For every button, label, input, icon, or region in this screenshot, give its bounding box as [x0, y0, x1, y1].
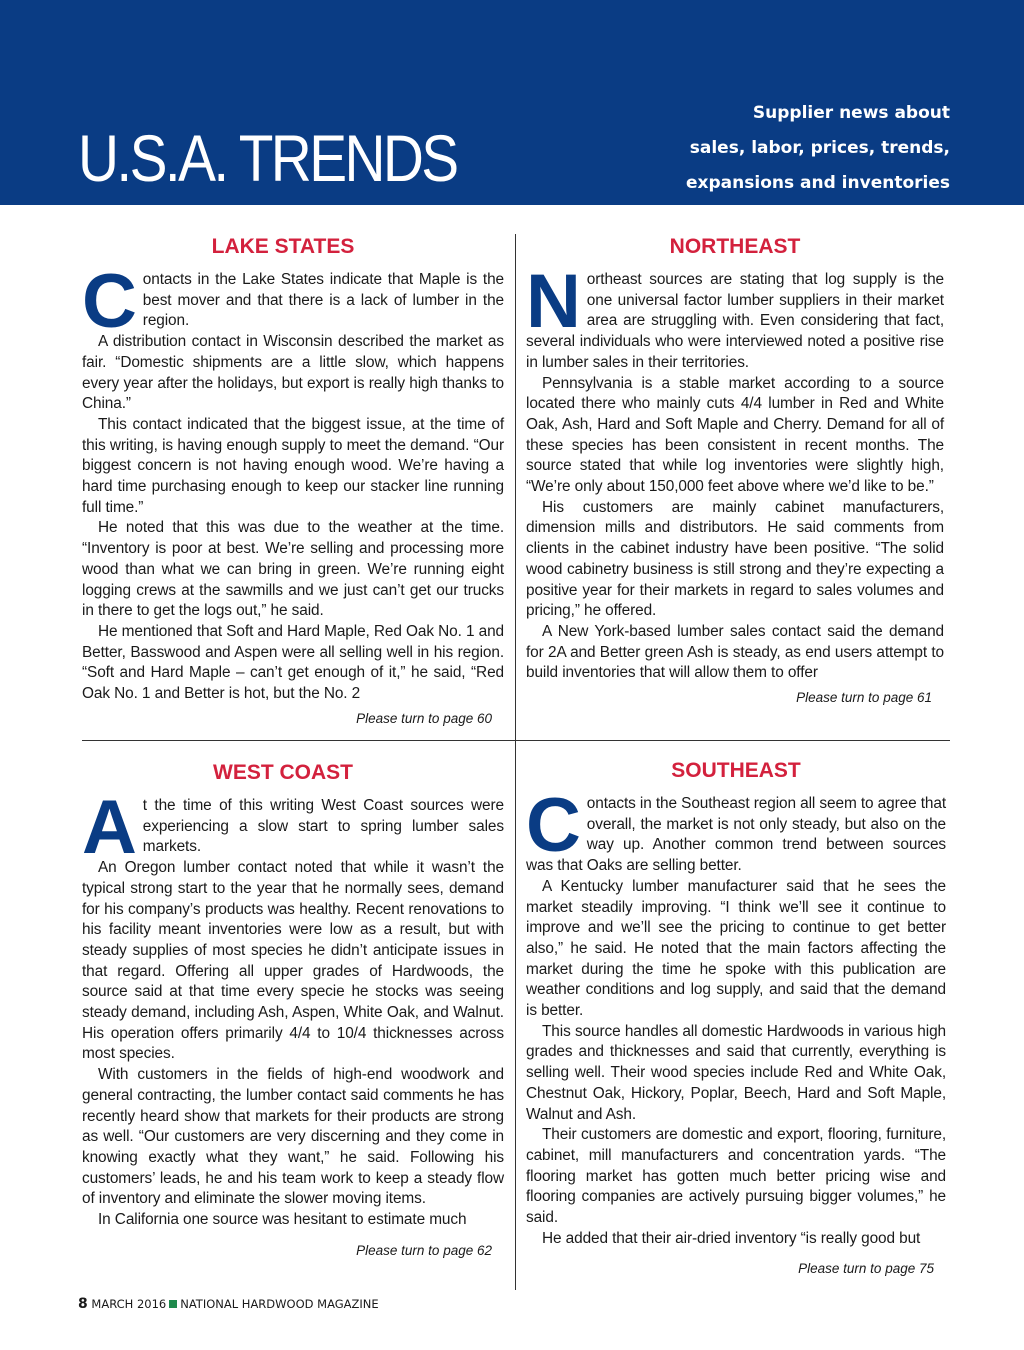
drop-cap: N	[526, 259, 581, 344]
header-banner	[0, 0, 1024, 205]
article-paragraph: At the time of this writing West Coast sources were experiencing a slow start to spring lumber sales markets.	[82, 785, 504, 870]
article-paragraph: A Kentucky lumber manufacturer said that he sees the market steadily improving. “I think we’ll see it continue to improve and we’ll see the pricing to continue to get better also,” he said. He noted that the main factors affecting the market during the time he spoke with this publication are weather conditions and log supply, and said that the demand is better.	[526, 877, 946, 1020]
article-paragraph: An Oregon lumber contact noted that while it wasn’t the typical strong start to the year that he normally sees, demand for his company’s products was healthy. Recent renovations to his facility meant inventories were low as a result, but with steady supplies of most species he didn’t anticipate issues in that regard. Offering all upper grades of Hardwoods, the source said at that time every specie he stocks was seeing steady demand, including Ash, Aspen, White Oak, and Walnut. His operation offers primarily 4/4 to 10/4 thicknesses across most species.	[82, 859, 504, 1063]
section-southeast	[526, 758, 946, 1276]
article-paragraph: Their customers are domestic and export, flooring, furniture, cabinet, mill manufacturers and concentration yards. “The flooring market has gotten much better pricing wise and flooring companies are actively pursuing bigger volumes,” he said.	[526, 1126, 946, 1227]
article-paragraph: A New York-based lumber sales contact said the demand for 2A and Better green Ash is steady, as end users attempt to build inventories that will allow them to offer	[526, 622, 944, 682]
continued-link[interactable]: Please turn to page 75	[798, 1261, 934, 1277]
section-heading: WEST COAST	[213, 761, 353, 784]
article-paragraph: He mentioned that Soft and Hard Maple, Red Oak No. 1 and Better, Basswood and Aspen were all selling well in his region. “Soft and Hard Maple – can’t get enough of it,” he said, “Red Oak No. 1 and Better is hot, but the No. 2	[82, 622, 504, 703]
section-lake-states	[82, 234, 504, 726]
section-body	[526, 259, 944, 684]
section-body	[82, 785, 504, 1231]
article-paragraph: A distribution contact in Wisconsin described the market as fair. “Domestic shipments are a little slow, which happens every year after the holidays, but export is really high thanks to China.”	[82, 333, 504, 413]
article-paragraph: He noted that this was due to the weather at the time. “Inventory is poor at best. We’re selling and processing more wood than what we can bring in green. We’re running eight logging crews at the sawmills and we just can’t get our trucks in there to get the logs out,” he said.	[82, 519, 504, 620]
square-bullet-icon	[169, 1300, 177, 1308]
article-paragraph: He added that their air-dried inventory “is really good but	[542, 1229, 921, 1247]
drop-cap: C	[526, 783, 581, 868]
section-body	[82, 259, 504, 705]
tagline-line: sales, labor, prices, trends,	[689, 138, 950, 158]
article-paragraph: In California one source was hesitant to estimate much	[98, 1211, 467, 1229]
article-paragraph: This contact indicated that the biggest issue, at the time of this writing, is having enough supply to meet the demand. “Our biggest concern is not having enough wood. We’re having a hard time purchasing enough to keep our stacker line running full time.”	[82, 415, 504, 516]
column-divider-vertical	[515, 234, 516, 1290]
tagline-line: Supplier news about	[752, 103, 950, 123]
article-paragraph: Contacts in the Lake States indicate that Maple is the best mover and that there is a lack of lumber in the region.	[82, 259, 504, 344]
section-northeast	[526, 234, 944, 705]
continued-link[interactable]: Please turn to page 62	[356, 1242, 492, 1258]
section-heading: SOUTHEAST	[671, 759, 801, 782]
article-paragraph: Northeast sources are stating that log supply is the one universal factor lumber suppliers in their market area are struggling with. Even considering that fact, several individuals who were interviewed noted a positive rise in lumber sales in their territories.	[526, 259, 944, 371]
article-paragraph: With customers in the fields of high-end woodwork and general contracting, the lumber contact said comments he has recently heard show that markets for their products are strong as well. “Our customers are very discerning and they come in knowing exactly what they want,” he said. Following his customers’ leads, he and his team work to keep a steady flow of inventory and eliminate the slower moving items.	[82, 1066, 504, 1208]
page-number: 8	[78, 1296, 88, 1312]
tagline-line: expansions and inventories	[686, 173, 950, 193]
drop-cap: A	[82, 785, 137, 870]
section-divider-horizontal	[82, 740, 950, 741]
continued-link[interactable]: Please turn to page 60	[356, 710, 492, 726]
section-heading: LAKE STATES	[211, 235, 355, 258]
article-paragraph: Pennsylvania is a stable market according to a source located there who mainly cuts 4/4 lumber in Red and White Oak, Ash, Hard and Soft Maple and Cherry. Demand for all of these species has been consistent in recent months. The source stated that while log inventories were slightly high, “We’re only about 150,000 feet above where we’d like to be.”	[526, 374, 944, 496]
header-tagline	[630, 96, 950, 201]
article-paragraph: His customers are mainly cabinet manufacturers, dimension mills and distributors. He said comments from clients in the cabinet industry have been positive. “The solid wood cabinetry business is still strong and they’re expecting a positive year for their markets in regard to sales volumes and pricing,” he offered.	[526, 498, 944, 620]
article-paragraph: This source handles all domestic Hardwoods in various high grades and thicknesses and said that currently, everything is selling well. Their wood species include Red and White Oak, Chestnut Oak, Hickory, Poplar, Beech, Hard and Soft Maple, Walnut and Ash.	[526, 1022, 946, 1123]
section-body	[526, 783, 946, 1249]
drop-cap: C	[82, 259, 137, 344]
section-heading: NORTHEAST	[669, 235, 801, 258]
issue-date: MARCH 2016	[91, 1297, 167, 1311]
section-west-coast	[82, 760, 504, 1258]
article-paragraph: Contacts in the Southeast region all seem to agree that overall, the market is not only steady, but also on the way up. Another common trend between sources was that Oaks are selling better.	[526, 783, 946, 875]
continued-link[interactable]: Please turn to page 61	[796, 690, 932, 706]
page-footer	[78, 1296, 379, 1312]
page-title: U.S.A. TRENDS	[78, 121, 457, 195]
publication-name: NATIONAL HARDWOOD MAGAZINE	[180, 1297, 379, 1311]
